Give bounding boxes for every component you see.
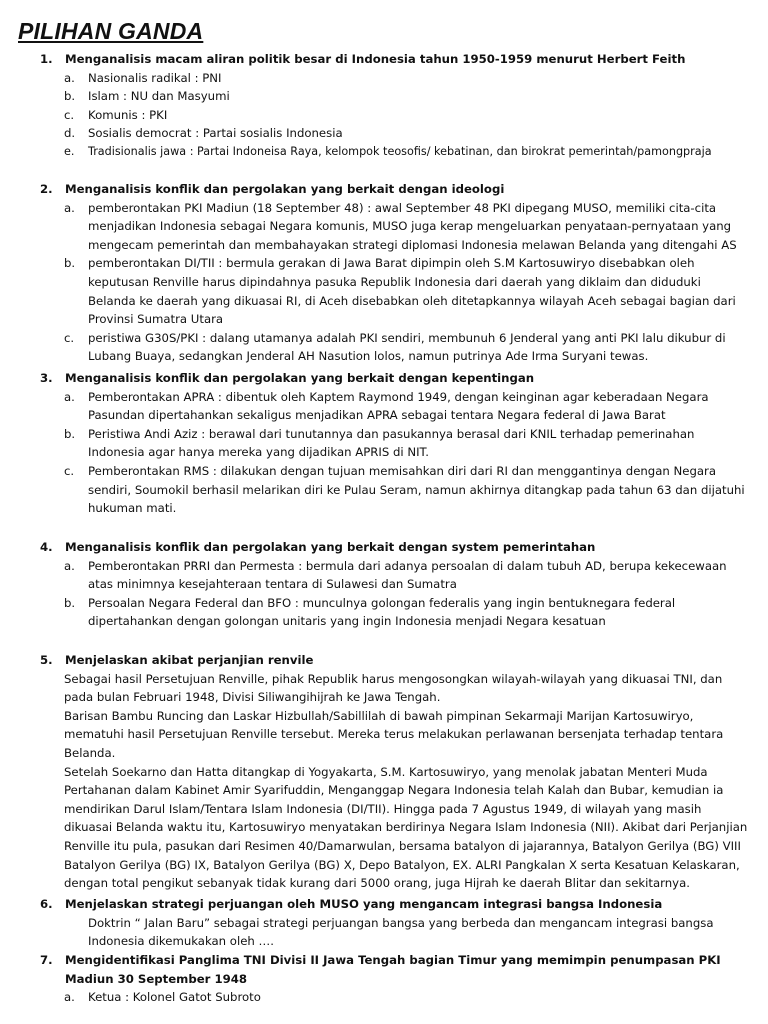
- option-text: pemberontakan DI/TII : bermula gerakan di Jawa Barat dipimpin oleh S.M Kartosuwiryo disebabkan oleh keputusan Renville harus dipindahnya pasuka Republik Indonesia dari daerah yang diklaim dan diduduki Belanda ke daerah yang dikuasai RI, di Aceh disebabkan oleh ditetapkannya wilayah Aceh sebagai bagian dari Provinsi Sumatra Utara: [88, 256, 736, 327]
- question-number: 5.: [40, 653, 53, 667]
- question-number: 7.: [40, 953, 53, 967]
- question-7: [40, 951, 752, 1007]
- option-item: [64, 124, 752, 143]
- option-text: Nasionalis radikal : PNI: [88, 70, 222, 85]
- option-letter: d.: [64, 126, 76, 141]
- question-heading: [40, 538, 752, 557]
- option-letter: a.: [64, 990, 75, 1005]
- option-text: Pemberontakan PRRI dan Permesta : bermula dari adanya persoalan di dalam tubuh AD, berupa kekecewaan atas minimnya kesejahteraan tentara di Sulawesi dan Sumatra: [88, 558, 727, 592]
- option-item: [64, 594, 752, 631]
- question-text: Menjelaskan strategi perjuangan oleh MUSO yang mengancam integrasi bangsa Indonesia: [65, 897, 663, 911]
- option-item: [64, 557, 752, 594]
- question-number: 3.: [40, 371, 53, 385]
- question-text: Menganalisis konflik dan pergolakan yang berkait dengan system pemerintahan: [65, 540, 596, 554]
- option-letter: b.: [64, 89, 76, 104]
- option-text: Persoalan Negara Federal dan BFO : munculnya golongan federalis yang ingin bentuknegara federal dipertahankan dengan golongan unitaris yang ingin Indonesia menjadi Negara kesatuan: [88, 595, 676, 629]
- question-heading: [40, 651, 752, 670]
- option-item: [64, 87, 752, 106]
- option-text: Islam : NU dan Masyumi: [88, 89, 230, 104]
- option-letter: e.: [64, 144, 75, 158]
- option-letter: c.: [64, 463, 75, 478]
- answer-paragraph: Setelah Soekarno dan Hatta ditangkap di Yogyakarta, S.M. Kartosuwiryo, yang menolak jabatan Menteri Muda Pertahanan dalam Kabinet Amir Syarifuddin, Menganggap Negara Indonesia telah Kalah dan Bubar, kemudian ia mendirikan Darul Islam/Tentara Islam Indonesia (DI/TII). Hingga pada 7 Agustus 1949, di wilayah yang masih dikuasai Belanda waktu itu, Kartosuwiryo menyatakan berdirinya Negara Islam Indonesia (NII). Akibat dari Perjanjian Renville itu pula, pasukan dari Resimen 40/Damarwulan, bersama batalyon di jajarannya, Batalyon Gerilya (BG) VIII Batalyon Gerilya (BG) IX, Batalyon Gerilya (BG) X, Depo Batalyon, EX. ALRI Pangkalan X serta Kesatuan Kelaskaran, dengan total pengikut sebanyak tidak kurang dari 5000 orang, juga Hijrah ke daerah Blitar dan sekitarnya.: [64, 764, 748, 891]
- question-heading: [40, 369, 752, 388]
- option-item: [64, 69, 752, 88]
- option-text: Peristiwa Andi Aziz : berawal dari tunutannya dan pasukannya berasal dari KNIL terhadap pemerinahan Indonesia agar hanya mereka yang dijadikan APRIS di NIT.: [88, 426, 695, 460]
- question-text: Menganalisis konflik dan pergolakan yang berkait dengan kepentingan: [65, 371, 535, 385]
- option-text: Ketua : Kolonel Gatot Subroto: [88, 990, 261, 1005]
- answer-paragraph: Doktrin “ Jalan Baru” sebagai strategi perjuangan bangsa yang berbeda dan mengancam integrasi bangsa Indonesia dikemukakan oleh ….: [88, 915, 714, 949]
- question-4: [40, 538, 752, 631]
- answer-paragraph: Sebagai hasil Persetujuan Renville, pihak Republik harus mengosongkan wilayah-wilayah yang dikuasai TNI, dan pada bulan Februari 1948, Divisi Siliwangihijrah ke Jawa Tengah.: [64, 671, 723, 705]
- page-title: PILIHAN GANDA: [18, 18, 204, 44]
- option-letter: c.: [64, 330, 75, 345]
- option-letter: a.: [64, 200, 75, 215]
- question-text: Menganalisis macam aliran politik besar di Indonesia tahun 1950-1959 menurut Herbert Feith: [65, 52, 686, 66]
- question-heading: [40, 951, 752, 988]
- option-letter: a.: [64, 558, 75, 573]
- option-letter: b.: [64, 595, 76, 610]
- option-text: Sosialis democrat : Partai sosialis Indonesia: [88, 126, 343, 141]
- question-number: 1.: [40, 52, 53, 66]
- option-text: Pemberontakan APRA : dibentuk oleh Kaptem Raymond 1949, dengan keinginan agar keberadaan Negara Pasundan dipertahankan sekaligus menjadikan APRA sebagai tentara Negara federal di Jawa Barat: [88, 389, 709, 423]
- option-item: [64, 254, 752, 328]
- option-letter: b.: [64, 426, 76, 441]
- question-3: [40, 369, 752, 518]
- question-heading: [40, 180, 752, 199]
- question-text: Menjelaskan akibat perjanjian renvile: [65, 653, 314, 667]
- option-text: Komunis : PKI: [88, 107, 168, 122]
- option-item: [64, 388, 752, 425]
- question-text: Mengidentifikasi Panglima TNI Divisi II Jawa Tengah bagian Timur yang memimpin penumpasan PKI Madiun 30 September 1948: [65, 953, 721, 986]
- option-item: [64, 425, 752, 462]
- question-2: [40, 180, 752, 366]
- question-heading: [40, 895, 752, 914]
- option-text: Tradisionalis jawa : Partai Indoneisa Raya, kelompok teosofis/ kebatinan, dan birokrat pemerintah/pamongpraja: [88, 144, 712, 158]
- option-text: Pemberontakan RMS : dilakukan dengan tujuan memisahkan diri dari RI dan menggantinya dengan Negara sendiri, Soumokil berhasil melarikan diri ke Pulau Seram, namun akhirnya ditangkap pada tahun 63 dan dijatuhi hukuman mati.: [88, 463, 745, 516]
- question-5: [40, 651, 752, 893]
- option-item: [64, 199, 752, 255]
- option-letter: a.: [64, 389, 75, 404]
- question-number: 4.: [40, 540, 53, 554]
- question-text: Menganalisis konflik dan pergolakan yang berkait dengan ideologi: [65, 182, 505, 196]
- option-item: [64, 106, 752, 125]
- option-letter: b.: [64, 256, 76, 271]
- option-item: [64, 143, 752, 162]
- option-text: pemberontakan PKI Madiun (18 September 48) : awal September 48 PKI dipegang MUSO, memiliki cita-cita menjadikan Indonesia sebagai Negara komunis, MUSO juga kerap mengeluarkan penyataan-pernyataan yang mengecam pemerintah dan membahayakan strategi diplomasi Indonesia melawan Belanda yang ditengahi AS: [88, 200, 737, 252]
- question-1: [40, 50, 752, 162]
- option-item: [64, 462, 752, 518]
- option-letter: a.: [64, 70, 75, 85]
- option-item: [64, 329, 752, 366]
- option-text: peristiwa G30S/PKI : dalang utamanya adalah PKI sendiri, membunuh 6 Jenderal yang anti PKI lalu dikubur di Lubang Buaya, sedangkan Jenderal AH Nasution lolos, namun putrinya Ade Irma Suryani tewas.: [88, 330, 726, 364]
- option-item: [64, 988, 752, 1007]
- option-letter: c.: [64, 107, 75, 122]
- question-number: 6.: [40, 897, 53, 911]
- question-6: [40, 895, 752, 951]
- question-heading: [40, 50, 752, 69]
- question-number: 2.: [40, 182, 53, 196]
- answer-paragraph: Barisan Bambu Runcing dan Laskar Hizbullah/Sabillilah di bawah pimpinan Sekarmaji Marijan Kartosuwiryo, mematuhi hasil Persetujuan Renville tersebut. Mereka terus melakukan perlawanan bersenjata terhadap tentara Belanda.: [64, 708, 724, 760]
